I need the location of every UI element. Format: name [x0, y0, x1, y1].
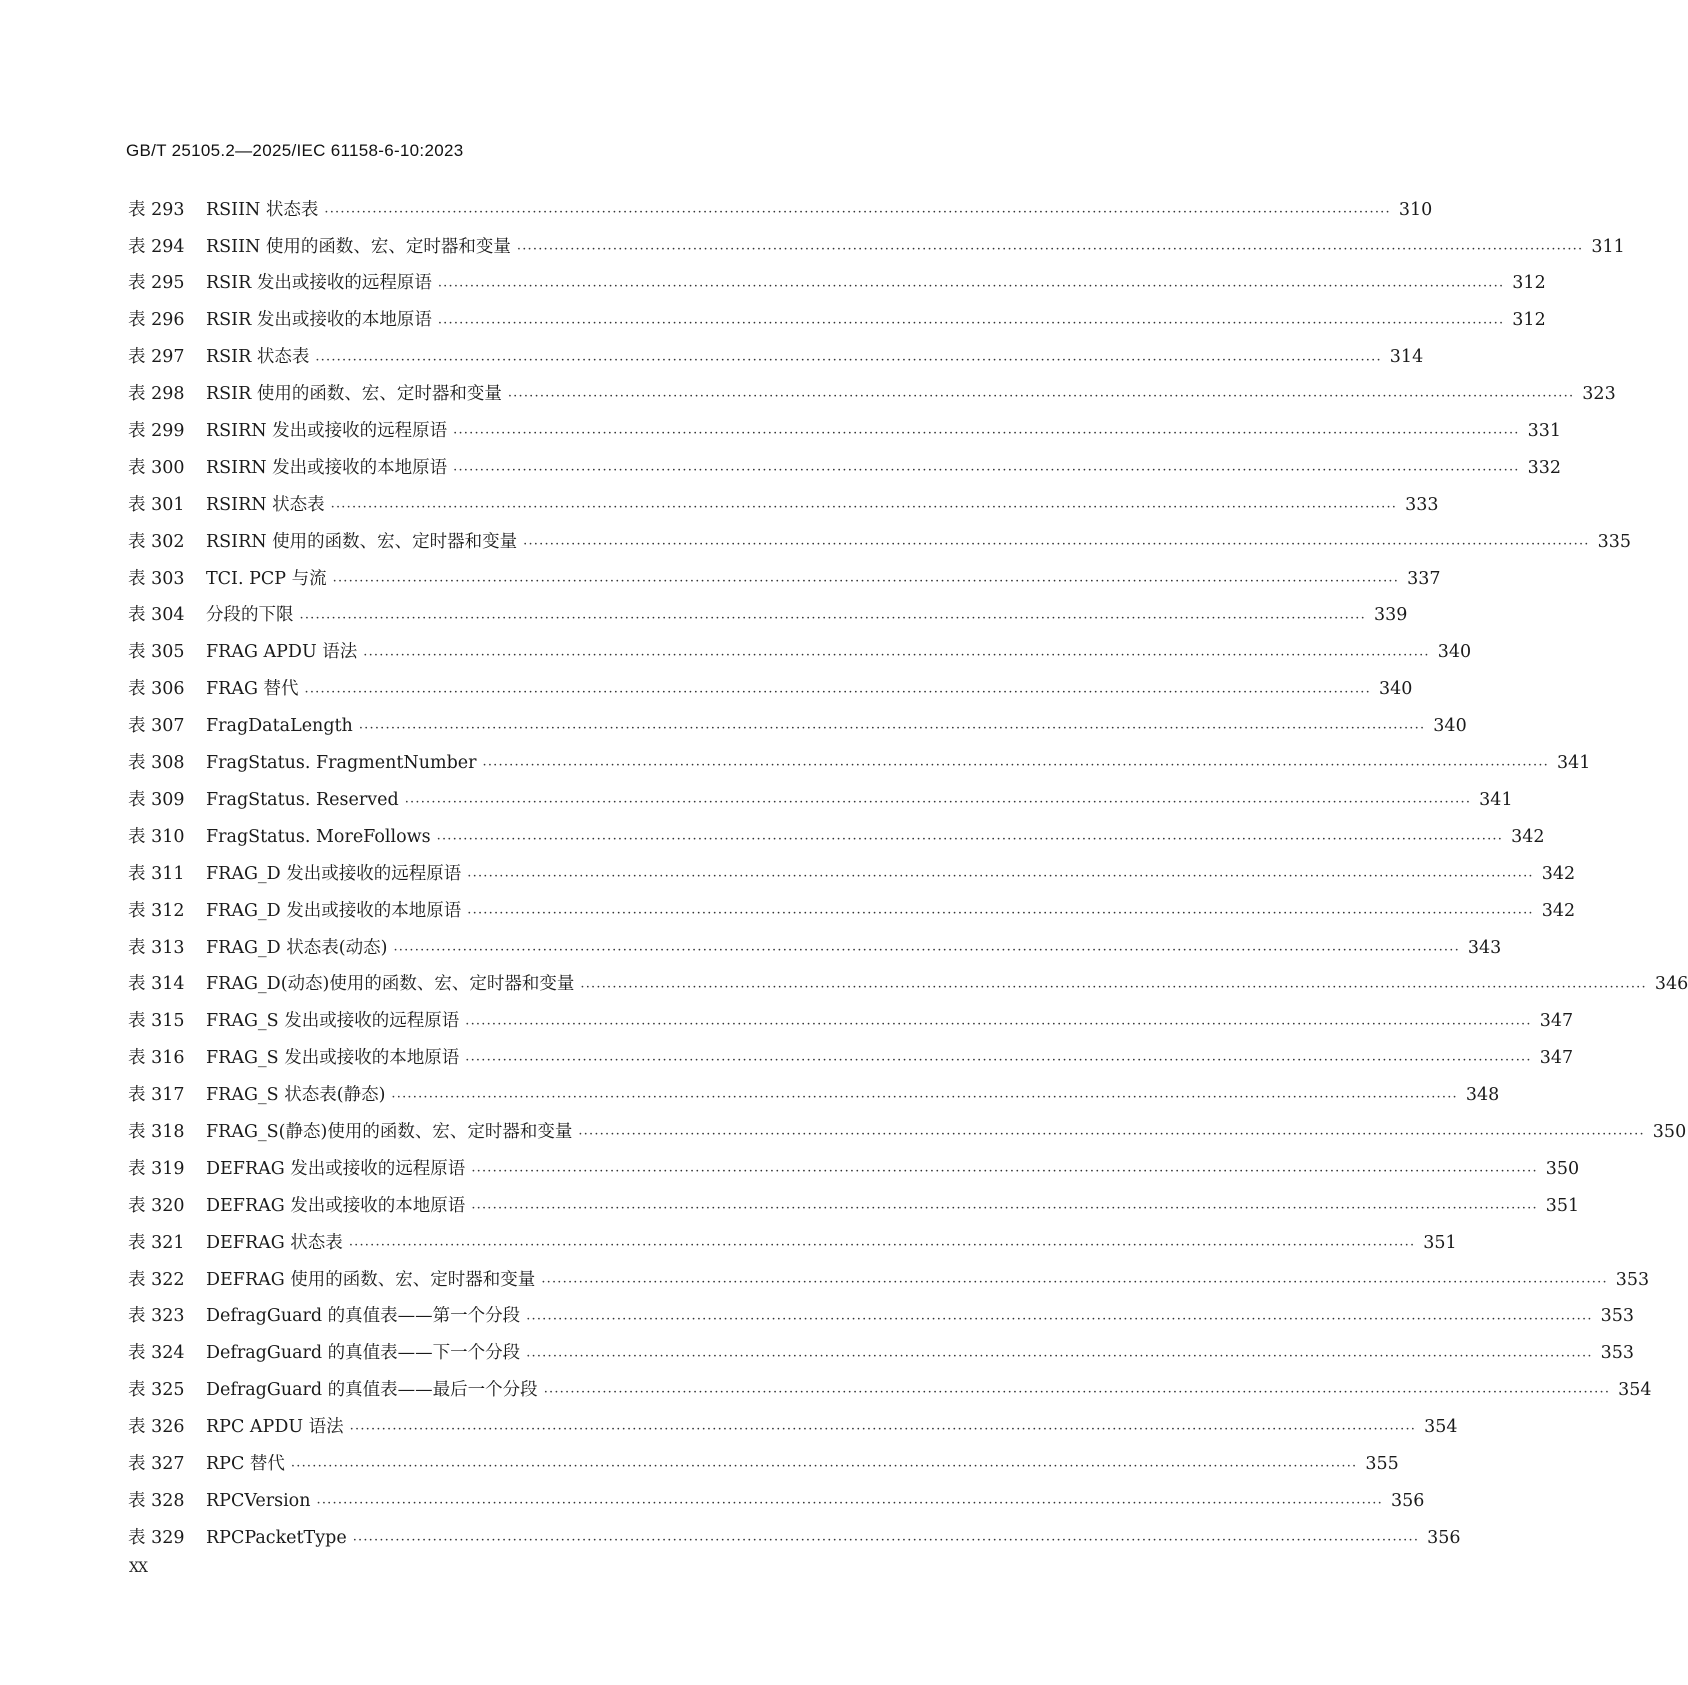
toc-leader-dots: ········································································································································································································	[437, 315, 1505, 331]
toc-entry[interactable]	[128, 1409, 1458, 1446]
toc-entry-number: 表 329	[128, 1527, 185, 1548]
toc-entry-title: RSIR 发出或接收的本地原语	[206, 310, 432, 331]
toc-entry-title: RSIRN 使用的函数、宏、定时器和变量	[206, 531, 518, 552]
toc-entry-page: 311	[1591, 236, 1625, 257]
toc-leader-dots: ········································································································································································································	[580, 979, 1647, 995]
toc-entry-title: FRAG 替代	[206, 679, 299, 700]
toc-entry-page: 356	[1427, 1527, 1461, 1548]
toc-entry-title: FragDataLength	[206, 716, 353, 737]
toc-entry-page: 342	[1541, 900, 1576, 921]
toc-leader-dots: ········································································································································································································	[363, 647, 1430, 663]
toc-entry-title: RSIRN 发出或接收的远程原语	[206, 421, 448, 442]
toc-entry-page: 314	[1389, 347, 1424, 368]
toc-entry-page: 310	[1398, 199, 1433, 220]
toc-entry[interactable]	[128, 1299, 1635, 1336]
toc-entry-number: 表 299	[128, 421, 185, 442]
toc-entry-number: 表 313	[128, 937, 185, 958]
toc-entry-title: FragStatus. Reserved	[206, 789, 399, 810]
toc-entry-page: 353	[1615, 1269, 1650, 1290]
toc-entry[interactable]	[128, 1483, 1425, 1520]
toc-entry[interactable]	[128, 413, 1562, 450]
toc-entry-number: 表 314	[128, 974, 185, 995]
toc-entry-number: 表 319	[128, 1158, 185, 1179]
toc-leader-dots: ········································································································································································································	[453, 463, 1520, 479]
toc-entry-title: FRAG_D 发出或接收的远程原语	[206, 863, 462, 884]
toc-entry-number: 表 326	[128, 1417, 185, 1438]
toc-entry-page: 347	[1539, 1011, 1574, 1032]
toc-entry-page: 348	[1465, 1085, 1500, 1106]
toc-entry[interactable]	[128, 1446, 1399, 1483]
toc-leader-dots: ········································································································································································································	[391, 1090, 1458, 1106]
toc-entry-page: 340	[1433, 716, 1467, 737]
toc-entry-title: RPC 替代	[206, 1453, 285, 1474]
toc-entry[interactable]	[128, 967, 1688, 1004]
toc-leader-dots: ········································································································································································································	[516, 241, 1584, 257]
toc-entry-page: 342	[1541, 863, 1576, 884]
toc-leader-dots: ········································································································································································································	[507, 389, 1575, 405]
toc-entry-page: 353	[1600, 1343, 1635, 1364]
toc-entry[interactable]	[128, 1004, 1574, 1041]
toc-entry-title: FRAG_S 状态表(静态)	[206, 1085, 386, 1106]
toc-entry-number: 表 325	[128, 1380, 185, 1401]
toc-entry-page: 340	[1437, 642, 1472, 663]
toc-entry[interactable]	[128, 376, 1616, 413]
toc-entry-title: TCI. PCP 与流	[206, 568, 327, 589]
toc-entry-page: 341	[1479, 789, 1513, 810]
toc-entry-title: RSIR 状态表	[206, 347, 310, 368]
document-header: GB/T 25105.2—2025/IEC 61158-6-10:2023	[126, 141, 464, 160]
toc-entry[interactable]	[128, 856, 1576, 893]
table-of-contents	[128, 192, 1688, 1557]
toc-entry-number: 表 293	[128, 199, 185, 220]
toc-leader-dots: ········································································································································································································	[316, 1496, 1383, 1512]
toc-entry[interactable]	[128, 266, 1546, 303]
toc-entry-page: 351	[1423, 1232, 1457, 1253]
toc-entry-page: 347	[1539, 1048, 1574, 1069]
toc-entry[interactable]	[128, 1188, 1580, 1225]
toc-entry-number: 表 302	[128, 531, 185, 552]
toc-entry-page: 337	[1407, 568, 1441, 589]
toc-entry[interactable]	[128, 561, 1441, 598]
toc-entry-title: FRAG APDU 语法	[206, 642, 358, 663]
toc-leader-dots: ········································································································································································································	[526, 1348, 1593, 1364]
toc-entry-number: 表 301	[128, 494, 185, 515]
toc-entry-number: 表 298	[128, 384, 185, 405]
toc-entry-number: 表 307	[128, 716, 185, 737]
toc-leader-dots: ········································································································································································································	[465, 1053, 1532, 1069]
toc-entry-title: RPC APDU 语法	[206, 1417, 344, 1438]
toc-entry-page: 339	[1373, 605, 1408, 626]
toc-entry-title: DEFRAG 状态表	[206, 1232, 343, 1253]
toc-entry-title: FRAG_D(动态)使用的函数、宏、定时器和变量	[206, 974, 575, 995]
toc-entry-title: RSIIN 状态表	[206, 199, 319, 220]
toc-leader-dots: ········································································································································································································	[471, 1200, 1538, 1216]
toc-entry-title: DefragGuard 的真值表——下一个分段	[206, 1343, 521, 1364]
toc-entry-number: 表 310	[128, 826, 185, 847]
toc-entry[interactable]	[128, 819, 1545, 856]
toc-leader-dots: ········································································································································································································	[467, 868, 1534, 884]
toc-entry-number: 表 294	[128, 236, 185, 257]
toc-entry-number: 表 297	[128, 347, 185, 368]
toc-entry-page: 354	[1424, 1417, 1458, 1438]
toc-leader-dots: ········································································································································································································	[467, 905, 1534, 921]
toc-entry-page: 332	[1527, 457, 1562, 478]
toc-entry-title: DefragGuard 的真值表——最后一个分段	[206, 1380, 538, 1401]
toc-entry-number: 表 300	[128, 457, 185, 478]
toc-entry-title: FRAG_S(静态)使用的函数、宏、定时器和变量	[206, 1121, 573, 1142]
toc-entry[interactable]	[128, 487, 1439, 524]
page-number-roman: XX	[129, 1560, 147, 1576]
toc-entry-page: 342	[1511, 826, 1545, 847]
toc-entry-page: 341	[1556, 753, 1591, 774]
toc-entry[interactable]	[128, 635, 1472, 672]
toc-leader-dots: ········································································································································································································	[332, 573, 1400, 589]
toc-entry-title: RPCPacketType	[206, 1527, 347, 1548]
toc-entry-number: 表 295	[128, 273, 185, 294]
toc-entry[interactable]	[128, 708, 1467, 745]
toc-entry-page: 312	[1512, 310, 1546, 331]
toc-entry[interactable]	[128, 192, 1433, 229]
toc-leader-dots: ········································································································································································································	[465, 1016, 1532, 1032]
toc-leader-dots: ········································································································································································································	[404, 795, 1472, 811]
toc-entry-title: FRAG_D 发出或接收的本地原语	[206, 900, 462, 921]
toc-entry[interactable]	[128, 1262, 1650, 1299]
toc-leader-dots: ········································································································································································································	[436, 832, 1504, 848]
toc-entry-number: 表 327	[128, 1453, 185, 1474]
toc-entry-number: 表 303	[128, 568, 185, 589]
toc-entry-title: DEFRAG 发出或接收的本地原语	[206, 1195, 466, 1216]
toc-entry-number: 表 308	[128, 753, 185, 774]
toc-entry-page: 350	[1545, 1158, 1580, 1179]
toc-leader-dots: ········································································································································································································	[471, 1164, 1538, 1180]
toc-entry-title: DEFRAG 发出或接收的远程原语	[206, 1158, 466, 1179]
toc-entry-number: 表 328	[128, 1490, 185, 1511]
toc-entry-page: 354	[1618, 1380, 1652, 1401]
toc-entry-number: 表 316	[128, 1048, 185, 1069]
toc-leader-dots: ········································································································································································································	[299, 610, 1366, 626]
toc-entry-page: 355	[1365, 1453, 1399, 1474]
toc-entry-title: RSIRN 状态表	[206, 494, 325, 515]
toc-entry[interactable]	[128, 930, 1502, 967]
toc-entry-number: 表 317	[128, 1085, 185, 1106]
toc-entry-number: 表 296	[128, 310, 185, 331]
toc-entry-page: 340	[1378, 679, 1413, 700]
toc-entry-title: RSIR 发出或接收的远程原语	[206, 273, 432, 294]
toc-entry-number: 表 311	[128, 863, 185, 884]
toc-leader-dots: ········································································································································································································	[523, 536, 1590, 552]
toc-entry-page: 323	[1582, 384, 1616, 405]
toc-entry[interactable]	[128, 1520, 1461, 1557]
toc-entry[interactable]	[128, 524, 1632, 561]
toc-entry[interactable]	[128, 1077, 1500, 1114]
toc-leader-dots: ········································································································································································································	[578, 1127, 1645, 1143]
toc-entry[interactable]	[128, 893, 1576, 930]
toc-entry-title: FRAG_S 发出或接收的本地原语	[206, 1048, 460, 1069]
toc-entry-title: FRAG_S 发出或接收的远程原语	[206, 1011, 460, 1032]
toc-leader-dots: ········································································································································································································	[526, 1311, 1593, 1327]
toc-entry[interactable]	[128, 598, 1408, 635]
toc-entry-title: RPCVersion	[206, 1490, 311, 1511]
toc-entry-number: 表 309	[128, 789, 185, 810]
toc-entry-title: FRAG_D 状态表(动态)	[206, 937, 388, 958]
toc-leader-dots: ········································································································································································································	[290, 1459, 1358, 1475]
toc-leader-dots: ········································································································································································································	[352, 1533, 1420, 1548]
toc-entry-title: RSIRN 发出或接收的本地原语	[206, 457, 448, 478]
toc-entry-title: DefragGuard 的真值表——第一个分段	[206, 1306, 521, 1327]
toc-entry-title: DEFRAG 使用的函数、宏、定时器和变量	[206, 1269, 536, 1290]
toc-entry[interactable]	[128, 450, 1562, 487]
toc-entry-page: 356	[1390, 1490, 1425, 1511]
toc-entry-number: 表 322	[128, 1269, 185, 1290]
toc-leader-dots: ········································································································································································································	[541, 1274, 1608, 1290]
toc-entry-number: 表 318	[128, 1121, 185, 1142]
toc-entry-page: 331	[1527, 421, 1562, 442]
toc-entry-number: 表 320	[128, 1195, 185, 1216]
toc-entry[interactable]	[128, 1373, 1652, 1410]
toc-entry-number: 表 323	[128, 1306, 185, 1327]
toc-entry-page: 353	[1600, 1306, 1635, 1327]
toc-leader-dots: ········································································································································································································	[453, 426, 1520, 442]
toc-leader-dots: ········································································································································································································	[315, 352, 1382, 368]
toc-leader-dots: ········································································································································································································	[437, 278, 1505, 294]
toc-entry[interactable]	[128, 1040, 1574, 1077]
toc-entry[interactable]	[128, 303, 1546, 340]
toc-entry-page: 343	[1467, 937, 1502, 958]
toc-entry-number: 表 306	[128, 679, 185, 700]
toc-entry-number: 表 321	[128, 1232, 185, 1253]
toc-leader-dots: ········································································································································································································	[543, 1385, 1611, 1401]
toc-entry[interactable]	[128, 1336, 1635, 1373]
toc-leader-dots: ········································································································································································································	[330, 500, 1398, 516]
toc-leader-dots: ········································································································································································································	[349, 1422, 1417, 1438]
toc-entry[interactable]	[128, 229, 1625, 266]
toc-leader-dots: ········································································································································································································	[348, 1237, 1416, 1253]
toc-entry-page: 350	[1652, 1121, 1687, 1142]
toc-entry-title: FragStatus. FragmentNumber	[206, 753, 477, 774]
toc-entry-page: 312	[1512, 273, 1546, 294]
toc-leader-dots: ········································································································································································································	[324, 204, 1391, 220]
toc-entry-number: 表 304	[128, 605, 185, 626]
toc-entry[interactable]	[128, 340, 1424, 377]
toc-entry-page: 333	[1405, 494, 1439, 515]
toc-entry-page: 346	[1654, 974, 1688, 995]
toc-entry-number: 表 305	[128, 642, 185, 663]
toc-entry-number: 表 315	[128, 1011, 185, 1032]
toc-entry-title: FragStatus. MoreFollows	[206, 826, 431, 847]
toc-entry-page: 335	[1597, 531, 1632, 552]
toc-leader-dots: ········································································································································································································	[393, 942, 1460, 958]
toc-leader-dots: ········································································································································································································	[358, 721, 1426, 737]
toc-entry[interactable]	[128, 1114, 1687, 1151]
toc-entry-number: 表 324	[128, 1343, 185, 1364]
toc-entry[interactable]	[128, 782, 1513, 819]
toc-entry-number: 表 312	[128, 900, 185, 921]
toc-leader-dots: ········································································································································································································	[482, 758, 1549, 774]
toc-entry[interactable]	[128, 1151, 1580, 1188]
toc-leader-dots: ········································································································································································································	[304, 684, 1371, 700]
toc-entry[interactable]	[128, 672, 1413, 709]
toc-entry-page: 351	[1545, 1195, 1580, 1216]
toc-entry-title: RSIR 使用的函数、宏、定时器和变量	[206, 384, 502, 405]
toc-entry[interactable]	[128, 1225, 1457, 1262]
toc-entry[interactable]	[128, 745, 1591, 782]
toc-entry-title: 分段的下限	[206, 605, 294, 626]
toc-entry-title: RSIIN 使用的函数、宏、定时器和变量	[206, 236, 511, 257]
